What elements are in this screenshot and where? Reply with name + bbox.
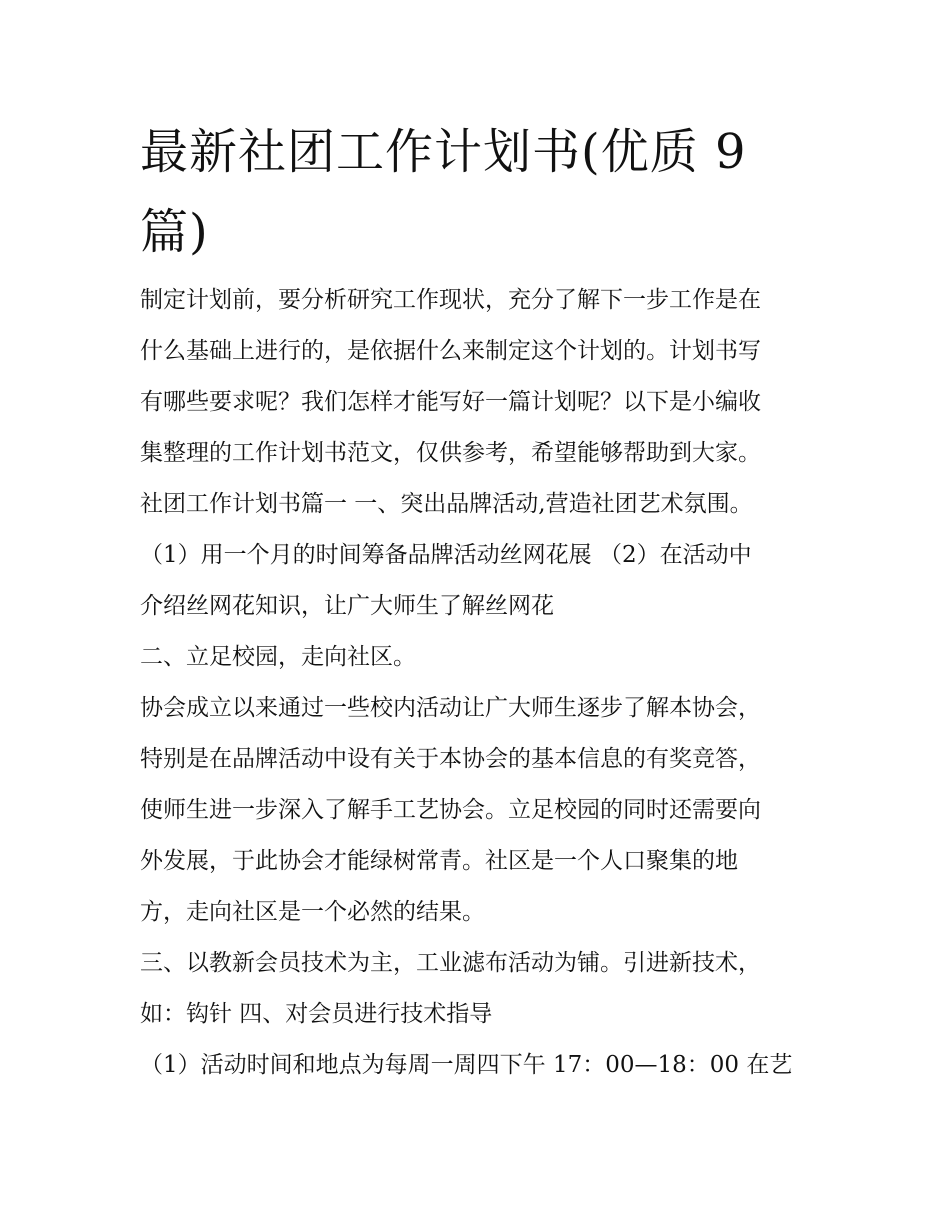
- body-line: 方，走向社区是一个必然的结果。: [140, 899, 485, 925]
- body-line: 集整理的工作计划书范文，仅供参考，希望能够帮助到大家。: [140, 440, 761, 466]
- body-line: （1）活动时间和地点为每周一周四下午 17：00—18：00 在艺: [140, 1052, 793, 1078]
- body-line: 外发展，于此协会才能绿树常青。社区是一个人口聚集的地: [140, 848, 738, 874]
- body-line: 协会成立以来通过一些校内活动让广大师生逐步了解本协会，: [140, 695, 761, 721]
- body-line: 什么基础上进行的，是依据什么来制定这个计划的。计划书写: [140, 338, 761, 364]
- body-line: 如：钩针 四、对会员进行技术指导: [140, 1001, 493, 1027]
- body-line: （1）用一个月的时间筹备品牌活动丝网花展 （2）在活动中: [140, 542, 752, 568]
- body-line: 制定计划前，要分析研究工作现状，充分了解下一步工作是在: [140, 287, 761, 313]
- body-line: 特别是在品牌活动中设有关于本协会的基本信息的有奖竞答，: [140, 746, 761, 772]
- document-title: [140, 112, 840, 272]
- body-line: 有哪些要求呢？我们怎样才能写好一篇计划呢？以下是小编收: [140, 389, 761, 415]
- body-line: 三、以教新会员技术为主，工业滤布活动为铺。引进新技术，: [140, 950, 761, 976]
- body-line: 介绍丝网花知识，让广大师生了解丝网花: [140, 593, 554, 619]
- title-line-1: 最新社团工作计划书(优质 9: [140, 124, 747, 180]
- title-line-2: 篇): [140, 204, 209, 260]
- body-line: 使师生进一步深入了解手工艺协会。立足校园的同时还需要向: [140, 797, 761, 823]
- body-line: 社团工作计划书篇一 一、突出品牌活动,营造社团艺术氛围。: [140, 491, 753, 517]
- body-line: 二、立足校园，走向社区。: [140, 644, 416, 670]
- document-body: [140, 275, 830, 1091]
